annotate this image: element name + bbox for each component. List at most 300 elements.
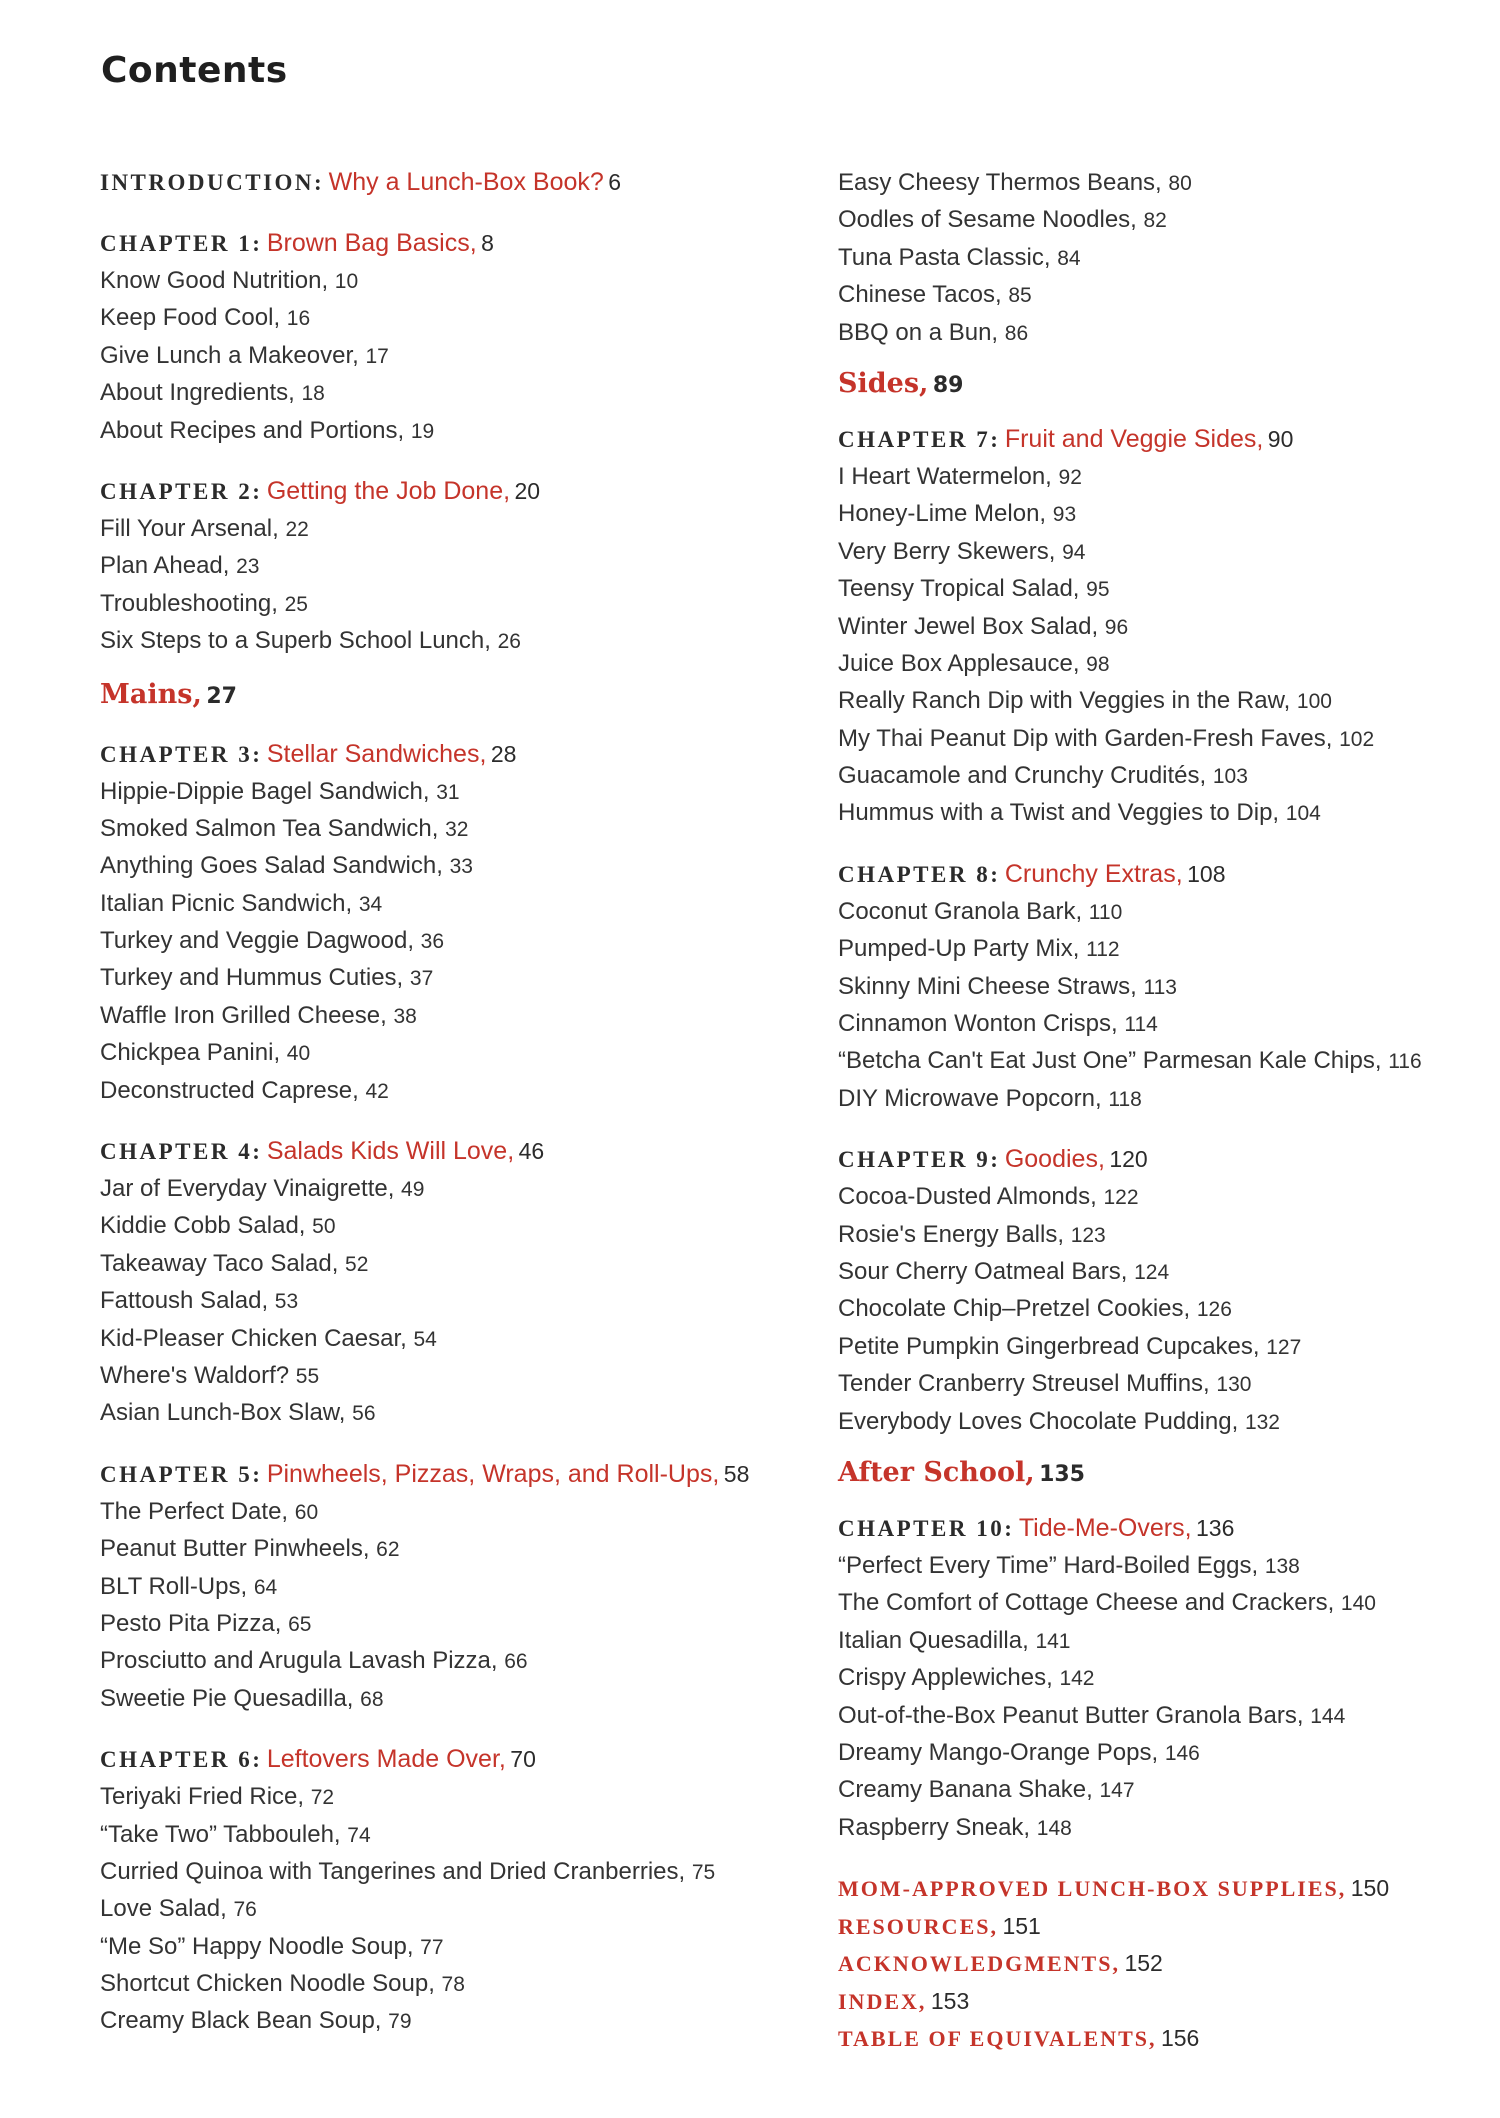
toc-entry[interactable] <box>838 570 1498 607</box>
chapter-heading[interactable] <box>100 1133 780 1170</box>
entry-page: 18 <box>301 382 325 406</box>
entry-text: Pesto Pita Pizza, <box>100 1609 282 1637</box>
entry-page: 34 <box>358 892 383 916</box>
entry-text: “Me So” Happy Noodle Soup, <box>100 1932 414 1960</box>
chapter-label: CHAPTER 2: <box>100 478 263 504</box>
entry-page: 31 <box>436 780 460 804</box>
section-mains[interactable] <box>100 672 780 726</box>
entry-page: 79 <box>388 2010 412 2034</box>
toc-entry[interactable] <box>838 1080 1498 1117</box>
entry-text: Easy Cheesy Thermos Beans, <box>838 169 1162 196</box>
entry-page: 53 <box>274 1290 299 1314</box>
toc-entry[interactable] <box>838 893 1498 930</box>
chapter-7 <box>838 421 1498 832</box>
toc-right-column <box>838 164 1498 2058</box>
entry-text: Six Steps to a Superb School Lunch, <box>100 627 491 655</box>
toc-entry[interactable] <box>100 1282 780 1319</box>
entry-page: 32 <box>445 817 469 841</box>
entry-page: 82 <box>1143 209 1167 233</box>
entry-page: 95 <box>1086 578 1110 602</box>
back-matter-page: 156 <box>1160 2025 1200 2052</box>
toc-entry[interactable] <box>838 1622 1498 1659</box>
entry-text: Oodles of Sesame Noodles, <box>838 206 1137 234</box>
entry-page: 62 <box>376 1538 400 1562</box>
back-matter-entry[interactable] <box>838 2020 1498 2058</box>
entry-text: Italian Picnic Sandwich, <box>100 889 353 917</box>
toc-entry[interactable] <box>100 1357 780 1394</box>
toc-entry[interactable] <box>838 794 1498 831</box>
entry-page: 138 <box>1264 1554 1300 1578</box>
entry-page: 93 <box>1052 503 1077 527</box>
entry-page: 33 <box>449 855 473 879</box>
entry-text: “Betcha Can't Eat Just One” Parmesan Kale Chips, <box>838 1047 1382 1075</box>
entry-page: 124 <box>1134 1260 1170 1284</box>
toc-entry[interactable] <box>838 968 1498 1005</box>
entry-text: Dreamy Mango-Orange Pops, <box>838 1738 1159 1766</box>
toc-entry[interactable] <box>100 1034 780 1071</box>
chapter-heading[interactable] <box>838 1141 1498 1178</box>
toc-entry[interactable] <box>838 645 1498 682</box>
toc-entry[interactable] <box>100 1207 780 1244</box>
back-matter-entry[interactable] <box>838 1870 1498 1908</box>
chapter-title: Getting the Job Done, <box>266 476 511 505</box>
chapter-title: Salads Kids Will Love, <box>266 1137 515 1166</box>
chapter-title: Tide-Me-Overs, <box>1018 1513 1192 1542</box>
intro-title: Why a Lunch-Box Book? <box>328 168 604 196</box>
entry-page: 96 <box>1104 615 1129 639</box>
entry-text: Know Good Nutrition, <box>100 267 329 294</box>
toc-entry[interactable] <box>100 773 780 810</box>
entry-page: 146 <box>1164 1741 1200 1765</box>
entry-text: Tender Cranberry Streusel Muffins, <box>838 1370 1210 1398</box>
entry-text: Smoked Salmon Tea Sandwich, <box>100 814 439 842</box>
chapter-heading[interactable] <box>100 1456 780 1493</box>
toc-entry[interactable] <box>838 1216 1498 1253</box>
back-matter-title: MOM-APPROVED LUNCH-BOX SUPPLIES, <box>838 1876 1347 1902</box>
entry-text: Really Ranch Dip with Veggies in the Raw, <box>838 687 1291 715</box>
toc-entry[interactable] <box>838 1659 1498 1696</box>
chapter-2 <box>100 473 780 660</box>
chapter-label: CHAPTER 10: <box>838 1515 1015 1541</box>
back-matter <box>838 1870 1498 2058</box>
intro-label: INTRODUCTION: <box>100 170 325 195</box>
toc-entry[interactable] <box>100 1245 780 1282</box>
back-matter-title: ACKNOWLEDGMENTS, <box>838 1951 1120 1977</box>
toc-entry[interactable] <box>100 412 780 449</box>
entry-text: Hippie-Dippie Bagel Sandwich, <box>100 777 430 805</box>
section-title: Mains, <box>100 678 202 710</box>
toc-entry[interactable] <box>100 1320 780 1357</box>
entry-page: 68 <box>360 1687 384 1711</box>
entry-page: 42 <box>365 1079 389 1103</box>
chapter-label: CHAPTER 8: <box>838 861 1001 887</box>
toc-entry[interactable] <box>100 1778 780 1815</box>
entry-page: 114 <box>1124 1013 1158 1037</box>
toc-entry[interactable] <box>838 1178 1498 1215</box>
entry-page: 112 <box>1086 938 1120 962</box>
chapter-heading[interactable] <box>838 856 1498 893</box>
entry-text: Turkey and Veggie Dagwood, <box>100 927 414 955</box>
entry-text: BLT Roll-Ups, <box>100 1572 248 1600</box>
entry-text: Turkey and Hummus Cuties, <box>100 964 404 992</box>
toc-entry[interactable] <box>838 164 1498 201</box>
toc-entry[interactable] <box>100 262 780 299</box>
chapter-5 <box>100 1456 780 1717</box>
toc-entry[interactable] <box>838 1809 1498 1846</box>
entry-page: 141 <box>1035 1629 1071 1653</box>
entry-page: 16 <box>286 307 311 331</box>
back-matter-page: 150 <box>1350 1875 1390 1902</box>
entry-page: 123 <box>1070 1223 1106 1247</box>
entry-text: The Comfort of Cottage Cheese and Crackers, <box>838 1589 1335 1617</box>
entry-text: Anything Goes Salad Sandwich, <box>100 852 443 880</box>
chapter-10 <box>838 1510 1498 1846</box>
entry-page: 74 <box>347 1823 371 1847</box>
entry-page: 122 <box>1103 1186 1139 1210</box>
toc-entry[interactable] <box>100 510 780 547</box>
chapter-title: Brown Bag Basics, <box>266 229 477 257</box>
entry-page: 54 <box>413 1327 437 1351</box>
back-matter-title: TABLE OF EQUIVALENTS, <box>838 2026 1157 2052</box>
toc-entry[interactable] <box>100 337 780 374</box>
page-title: Contents <box>101 50 288 91</box>
chapter-page: 58 <box>723 1460 750 1487</box>
toc-entry[interactable] <box>838 201 1498 238</box>
toc-entry[interactable] <box>838 1403 1498 1440</box>
entry-text: Jar of Everyday Vinaigrette, <box>100 1175 395 1203</box>
chapter-label: CHAPTER 6: <box>100 1747 263 1773</box>
toc-entry[interactable] <box>100 959 780 996</box>
entry-text: Fattoush Salad, <box>100 1287 269 1315</box>
entry-page: 116 <box>1388 1050 1422 1074</box>
entry-text: Chinese Tacos, <box>838 281 1002 309</box>
toc-entry[interactable] <box>838 682 1498 719</box>
chapter-4 <box>100 1133 780 1432</box>
toc-entry[interactable] <box>100 1170 780 1207</box>
entry-page: 23 <box>236 555 260 579</box>
chapter-page: 70 <box>510 1746 536 1773</box>
chapter-label: CHAPTER 1: <box>100 231 263 256</box>
chapter-heading[interactable] <box>100 225 780 262</box>
entry-text: “Take Two” Tabbouleh, <box>100 1820 341 1848</box>
toc-entry[interactable] <box>838 1734 1498 1771</box>
entry-page: 130 <box>1216 1373 1252 1397</box>
chapter-label: CHAPTER 3: <box>100 741 263 767</box>
entry-page: 50 <box>312 1215 336 1239</box>
entry-page: 55 <box>295 1364 320 1388</box>
toc-entry[interactable] <box>100 1493 780 1530</box>
toc-entry[interactable] <box>838 1697 1498 1734</box>
toc-entry[interactable] <box>100 1642 780 1679</box>
entry-page: 75 <box>691 1860 716 1884</box>
entry-page: 26 <box>497 630 521 654</box>
entry-text: Cinnamon Wonton Crisps, <box>838 1010 1118 1038</box>
entry-text: Crispy Applewiches, <box>838 1664 1053 1692</box>
toc-entry[interactable] <box>838 276 1498 313</box>
entry-text: Where's Waldorf? <box>100 1361 290 1389</box>
chapter-6-continued <box>838 164 1498 351</box>
back-matter-title: RESOURCES, <box>838 1913 998 1939</box>
entry-text: Chickpea Panini, <box>100 1039 281 1067</box>
entry-text: Guacamole and Crunchy Crudités, <box>838 762 1207 790</box>
chapter-1 <box>100 225 780 449</box>
entry-text: My Thai Peanut Dip with Garden-Fresh Faves, <box>838 724 1333 752</box>
entry-page: 56 <box>352 1402 376 1426</box>
entry-page: 19 <box>410 419 435 443</box>
entry-text: Skinny Mini Cheese Straws, <box>838 972 1137 1000</box>
toc-entry[interactable] <box>838 1328 1498 1365</box>
chapter-title: Crunchy Extras, <box>1004 859 1183 888</box>
entry-text: Shortcut Chicken Noodle Soup, <box>100 1970 435 1998</box>
entry-page: 84 <box>1057 246 1081 270</box>
entry-text: Raspberry Sneak, <box>838 1813 1031 1841</box>
section-page: 135 <box>1039 1461 1085 1487</box>
toc-entry[interactable] <box>100 1928 780 1965</box>
entry-page: 98 <box>1086 652 1110 676</box>
entry-page: 77 <box>420 1935 444 1959</box>
back-matter-entry[interactable] <box>838 1983 1498 2021</box>
entry-page: 94 <box>1062 540 1086 564</box>
toc-entry[interactable] <box>838 1253 1498 1290</box>
toc-entry[interactable] <box>100 997 780 1034</box>
toc-entry[interactable] <box>100 1072 780 1109</box>
entry-page: 104 <box>1285 802 1321 826</box>
entry-page: 25 <box>284 592 308 616</box>
entry-text: Sour Cherry Oatmeal Bars, <box>838 1257 1128 1285</box>
toc-entry[interactable] <box>838 458 1498 495</box>
entry-page: 22 <box>285 517 309 541</box>
entry-text: Kiddie Cobb Salad, <box>100 1212 306 1240</box>
entry-text: Out-of-the-Box Peanut Butter Granola Bars, <box>838 1701 1304 1729</box>
toc-entry[interactable] <box>100 2002 780 2039</box>
entry-page: 110 <box>1088 900 1123 924</box>
toc-entry[interactable] <box>100 1853 780 1890</box>
entry-text: About Ingredients, <box>100 379 295 407</box>
chapter-heading[interactable] <box>838 421 1498 458</box>
toc-entry[interactable] <box>100 1890 780 1927</box>
entry-text: Prosciutto and Arugula Lavash Pizza, <box>100 1647 498 1675</box>
toc-left-column <box>100 164 780 2040</box>
back-matter-title: INDEX, <box>838 1988 927 2014</box>
entry-text: Deconstructed Caprese, <box>100 1076 359 1104</box>
section-title: After School, <box>838 1456 1035 1488</box>
entry-page: 118 <box>1108 1087 1142 1111</box>
toc-entry[interactable] <box>838 1547 1498 1584</box>
toc-entry[interactable] <box>838 720 1498 757</box>
entry-text: Petite Pumpkin Gingerbread Cupcakes, <box>838 1332 1260 1360</box>
entry-page: 72 <box>310 1786 335 1810</box>
toc-entry[interactable] <box>838 1365 1498 1402</box>
intro-page: 6 <box>608 169 622 195</box>
section-after-school[interactable] <box>838 1450 1498 1504</box>
entry-text: Waffle Iron Grilled Cheese, <box>100 1001 387 1029</box>
toc-entry[interactable] <box>100 1965 780 2002</box>
entry-text: Asian Lunch-Box Slaw, <box>100 1399 346 1427</box>
entry-text: Teensy Tropical Salad, <box>838 575 1080 603</box>
entry-page: 78 <box>441 1973 465 1997</box>
entry-page: 66 <box>504 1650 528 1674</box>
chapter-page: 8 <box>481 230 494 256</box>
entry-text: Teriyaki Fried Rice, <box>100 1783 305 1811</box>
entry-text: BBQ on a Bun, <box>838 318 999 346</box>
entry-page: 147 <box>1099 1779 1135 1803</box>
back-matter-page: 151 <box>1002 1912 1041 1939</box>
entry-page: 113 <box>1143 975 1177 999</box>
entry-text: Juice Box Applesauce, <box>838 649 1080 677</box>
toc-entry[interactable] <box>100 622 780 659</box>
chapter-heading[interactable] <box>100 473 780 510</box>
entry-page: 37 <box>409 967 434 991</box>
entry-page: 126 <box>1196 1298 1232 1322</box>
toc-entry[interactable] <box>838 608 1498 645</box>
toc-entry[interactable] <box>100 585 780 622</box>
entry-text: Plan Ahead, <box>100 552 230 580</box>
entry-text: “Perfect Every Time” Hard-Boiled Eggs, <box>838 1551 1259 1579</box>
toc-entry[interactable] <box>100 547 780 584</box>
chapter-8 <box>838 856 1498 1117</box>
entry-text: Italian Quesadilla, <box>838 1626 1029 1654</box>
entry-text: Takeaway Taco Salad, <box>100 1249 339 1277</box>
entry-page: 148 <box>1036 1816 1072 1840</box>
chapter-9 <box>838 1141 1498 1440</box>
entry-text: Give Lunch a Makeover, <box>100 341 359 369</box>
entry-page: 86 <box>1004 321 1029 345</box>
toc-entry[interactable] <box>100 299 780 336</box>
entry-page: 36 <box>420 930 445 954</box>
toc-entry[interactable] <box>838 1042 1498 1079</box>
chapter-title: Leftovers Made Over, <box>266 1745 506 1774</box>
chapter-6 <box>100 1741 780 2040</box>
toc-entry[interactable] <box>838 1290 1498 1327</box>
toc-entry[interactable] <box>100 1530 780 1567</box>
chapter-page: 136 <box>1196 1514 1235 1541</box>
entry-text: Everybody Loves Chocolate Pudding, <box>838 1407 1239 1435</box>
entry-text: Love Salad, <box>100 1895 227 1923</box>
entry-text: Keep Food Cool, <box>100 304 281 332</box>
entry-text: DIY Microwave Popcorn, <box>838 1084 1102 1112</box>
entry-text: Creamy Black Bean Soup, <box>100 2007 382 2035</box>
entry-page: 102 <box>1339 727 1375 751</box>
entry-text: I Heart Watermelon, <box>838 462 1052 490</box>
toc-entry[interactable] <box>100 1680 780 1717</box>
toc-entry[interactable] <box>100 374 780 411</box>
chapter-page: 120 <box>1109 1146 1148 1173</box>
entry-text: About Recipes and Portions, <box>100 416 405 444</box>
entry-page: 52 <box>345 1252 369 1276</box>
entry-page: 127 <box>1266 1335 1302 1359</box>
section-page: 89 <box>932 372 964 398</box>
chapter-page: 108 <box>1187 860 1226 887</box>
entry-text: Fill Your Arsenal, <box>100 514 279 542</box>
section-page: 27 <box>206 683 237 709</box>
chapter-label: CHAPTER 5: <box>100 1461 263 1487</box>
entry-page: 144 <box>1310 1704 1346 1728</box>
back-matter-entry[interactable] <box>838 1945 1498 1983</box>
chapter-heading[interactable] <box>100 1741 780 1778</box>
toc-entry[interactable] <box>838 1584 1498 1621</box>
toc-entry[interactable] <box>100 810 780 847</box>
section-sides[interactable] <box>838 361 1498 415</box>
toc-entry[interactable] <box>838 314 1498 351</box>
entry-text: Kid-Pleaser Chicken Caesar, <box>100 1324 407 1352</box>
toc-entry[interactable] <box>100 847 780 884</box>
back-matter-entry[interactable] <box>838 1908 1498 1946</box>
chapter-label: CHAPTER 9: <box>838 1147 1001 1173</box>
chapter-page: 46 <box>518 1138 545 1165</box>
chapter-heading[interactable] <box>838 1510 1498 1547</box>
toc-entry[interactable] <box>100 885 780 922</box>
toc-entry[interactable] <box>838 239 1498 276</box>
toc-entry[interactable] <box>100 1568 780 1605</box>
entry-page: 103 <box>1212 765 1248 789</box>
entry-text: Peanut Butter Pinwheels, <box>100 1535 370 1563</box>
back-matter-page: 153 <box>930 1987 970 2014</box>
toc-entry[interactable] <box>100 1816 780 1853</box>
back-matter-page: 152 <box>1124 1950 1163 1977</box>
entry-text: Tuna Pasta Classic, <box>838 243 1051 271</box>
entry-text: Pumped-Up Party Mix, <box>838 935 1080 963</box>
entry-text: Curried Quinoa with Tangerines and Dried Cranberries, <box>100 1857 686 1885</box>
entry-page: 64 <box>253 1575 278 1599</box>
toc-entry[interactable] <box>838 533 1498 570</box>
toc-entry[interactable] <box>838 757 1498 794</box>
chapter-page: 90 <box>1267 425 1294 452</box>
toc-entry[interactable] <box>838 1005 1498 1042</box>
section-title: Sides, <box>838 367 929 399</box>
entry-page: 60 <box>294 1500 319 1524</box>
entry-text: Hummus with a Twist and Veggies to Dip, <box>838 799 1280 827</box>
chapter-label: CHAPTER 4: <box>100 1139 263 1165</box>
entry-page: 49 <box>401 1178 425 1202</box>
entry-text: The Perfect Date, <box>100 1497 289 1525</box>
entry-text: Honey-Lime Melon, <box>838 500 1047 528</box>
intro-entry[interactable] <box>100 164 780 201</box>
entry-page: 76 <box>233 1898 257 1922</box>
entry-page: 38 <box>393 1004 417 1028</box>
chapter-page: 20 <box>514 477 541 504</box>
toc-entry[interactable] <box>100 1605 780 1642</box>
entry-text: Very Berry Skewers, <box>838 537 1056 565</box>
entry-text: Chocolate Chip–Pretzel Cookies, <box>838 1295 1191 1323</box>
chapter-title: Goodies, <box>1004 1145 1105 1174</box>
entry-page: 40 <box>286 1042 311 1066</box>
chapter-title: Stellar Sandwiches, <box>266 739 487 768</box>
toc-entry[interactable] <box>838 495 1498 532</box>
entry-page: 10 <box>334 270 359 293</box>
entry-text: Cocoa-Dusted Almonds, <box>838 1183 1097 1211</box>
chapter-page: 28 <box>490 740 517 767</box>
chapter-title: Pinwheels, Pizzas, Wraps, and Roll-Ups, <box>266 1459 720 1488</box>
chapter-label: CHAPTER 7: <box>838 426 1001 452</box>
toc-entry[interactable] <box>100 1394 780 1431</box>
entry-page: 80 <box>1168 172 1192 195</box>
toc-entry[interactable] <box>838 1771 1498 1808</box>
entry-text: Coconut Granola Bark, <box>838 897 1083 925</box>
entry-text: Rosie's Energy Balls, <box>838 1220 1065 1248</box>
entry-page: 92 <box>1058 465 1082 489</box>
chapter-heading[interactable] <box>100 736 780 773</box>
toc-entry[interactable] <box>100 922 780 959</box>
entry-text: Troubleshooting, <box>100 589 278 617</box>
entry-page: 142 <box>1059 1667 1095 1691</box>
entry-text: Winter Jewel Box Salad, <box>838 612 1099 640</box>
entry-page: 85 <box>1008 284 1032 308</box>
entry-page: 140 <box>1340 1592 1376 1616</box>
toc-entry[interactable] <box>838 930 1498 967</box>
chapter-title: Fruit and Veggie Sides, <box>1004 424 1264 453</box>
entry-page: 65 <box>288 1612 312 1636</box>
entry-text: Creamy Banana Shake, <box>838 1776 1093 1804</box>
